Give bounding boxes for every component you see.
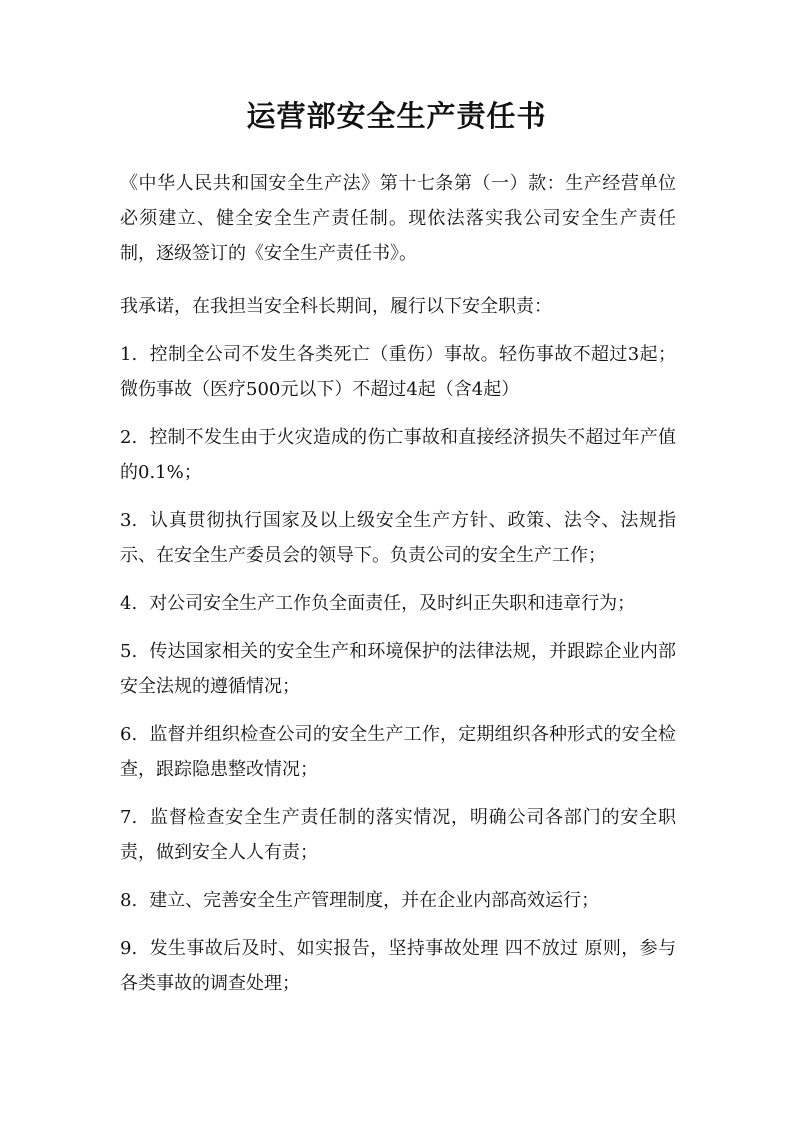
duty-text: 认真贯彻执行国家及以上级安全生产方针、政策、法令、法规指示、在安全生产委员会的领导下。负责公司的安全生产工作； [120,510,676,566]
duty-number: 1. [120,344,138,365]
duty-text: 传达国家相关的安全生产和环境保护的法律法规，并跟踪企业内部安全法规的遵循情况； [120,641,676,697]
duty-number: 7. [120,807,138,828]
duty-item-8 [120,883,676,918]
duty-text: 监督检查安全生产责任制的落实情况，明确公司各部门的安全职责，做到安全人人有责； [120,807,676,863]
duty-number: 2. [120,427,138,448]
duty-number: 6. [120,724,138,745]
duty-item-7 [120,800,676,870]
document-body [120,166,676,1014]
duty-number: 9. [120,938,138,959]
duty-list [120,337,676,1001]
duty-item-9 [120,931,676,1001]
duty-item-4 [120,586,676,621]
intro-paragraph: 《中华人民共和国安全生产法》第十七条第（一）款：生产经营单位必须建立、健全安全生产责任制。现依法落实我公司安全生产责任制，逐级签订的《安全生产责任书》。 [120,173,676,264]
duty-item-5 [120,634,676,704]
duty-number: 4. [120,593,138,614]
duty-number: 5. [120,641,138,662]
duty-number: 3. [120,510,138,531]
duty-item-6 [120,717,676,787]
duty-item-1 [120,337,676,407]
duty-item-3 [120,503,676,573]
duty-text: 发生事故后及时、如实报告，坚持事故处理 四不放过 原则，参与各类事故的调查处理； [120,938,676,994]
duty-number: 8. [120,890,138,911]
duty-item-2 [120,420,676,490]
duty-text: 控制不发生由于火灾造成的伤亡事故和直接经济损失不超过年产值的0.1%； [120,427,676,483]
duty-text: 控制全公司不发生各类死亡（重伤）事故。轻伤事故不超过3起；微伤事故（医疗500元以下）不超过4起（含4起） [120,344,676,400]
pledge-paragraph: 我承诺，在我担当安全科长期间，履行以下安全职责： [120,296,552,317]
duty-text: 建立、完善安全生产管理制度，并在企业内部高效运行； [149,890,600,911]
document-title: 运营部安全生产责任书 [246,99,547,133]
duty-text: 监督并组织检查公司的安全生产工作，定期组织各种形式的安全检查，跟踪隐患整改情况； [120,724,676,780]
duty-text: 对公司安全生产工作负全面责任，及时纠正失职和违章行为； [149,593,636,614]
